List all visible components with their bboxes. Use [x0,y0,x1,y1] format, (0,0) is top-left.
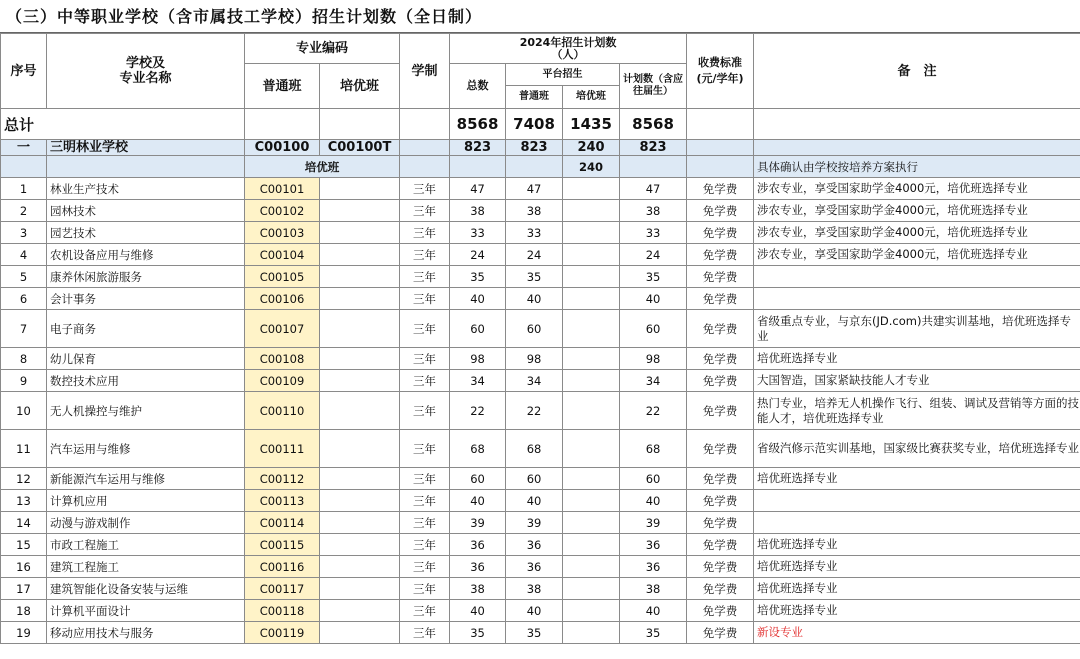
row-pei [563,490,620,512]
row-code-regular: C00102 [245,200,320,222]
row-years: 三年 [400,392,450,430]
enrollment-plan-table [0,33,1080,644]
row-years: 三年 [400,468,450,490]
table-row [1,556,1080,578]
row-fee: 免学费 [687,392,754,430]
row-total: 33 [450,222,506,244]
row-plan: 22 [620,392,687,430]
row-code-regular: C00101 [245,178,320,200]
row-pei [563,534,620,556]
row-total: 98 [450,348,506,370]
row-plan: 36 [620,534,687,556]
row-code-pei [320,556,400,578]
total-regular: 7408 [506,109,563,140]
total-row [1,109,1080,140]
table-row [1,370,1080,392]
row-major-name: 园林技术 [47,200,245,222]
row-code-pei [320,490,400,512]
row-pei [563,288,620,310]
row-plan: 38 [620,200,687,222]
row-note: 培优班选择专业 [754,348,1080,370]
row-seq: 6 [1,288,47,310]
row-pei [563,600,620,622]
row-major-name: 汽车运用与维修 [47,430,245,468]
row-seq: 7 [1,310,47,348]
row-regular: 68 [506,430,563,468]
row-years: 三年 [400,430,450,468]
row-regular: 22 [506,392,563,430]
row-fee: 免学费 [687,310,754,348]
row-pei [563,468,620,490]
total-plan: 8568 [620,109,687,140]
row-pei [563,310,620,348]
row-code-regular: C00106 [245,288,320,310]
header-platform: 平台招生 [506,64,620,86]
header-code-group: 专业编码 [245,34,400,64]
row-code-pei [320,534,400,556]
pei-class-note: 具体确认由学校按培养方案执行 [754,156,1080,178]
header-platform-regular: 普通班 [506,86,563,109]
row-plan: 40 [620,490,687,512]
row-code-pei [320,512,400,534]
row-regular: 35 [506,266,563,288]
row-years: 三年 [400,244,450,266]
row-years: 三年 [400,556,450,578]
row-total: 68 [450,430,506,468]
row-pei [563,348,620,370]
row-pei [563,370,620,392]
school-total: 823 [450,140,506,156]
row-pei [563,556,620,578]
row-plan: 47 [620,178,687,200]
table-row [1,288,1080,310]
row-plan: 40 [620,288,687,310]
row-code-regular: C00114 [245,512,320,534]
row-pei [563,222,620,244]
row-seq: 14 [1,512,47,534]
total-label: 总计 [1,109,245,140]
row-total: 60 [450,310,506,348]
row-note: 培优班选择专业 [754,578,1080,600]
row-seq: 5 [1,266,47,288]
row-code-pei [320,178,400,200]
row-years: 三年 [400,178,450,200]
row-total: 38 [450,200,506,222]
row-plan: 39 [620,512,687,534]
row-years: 三年 [400,512,450,534]
table-row [1,600,1080,622]
row-seq: 18 [1,600,47,622]
header-seq: 序号 [1,34,47,109]
row-code-pei [320,310,400,348]
pei-class-label: 培优班 [245,156,400,178]
header-plan-total: 总数 [450,64,506,109]
header-code-regular: 普通班 [245,64,320,109]
row-seq: 4 [1,244,47,266]
row-seq: 3 [1,222,47,244]
row-note: 培优班选择专业 [754,600,1080,622]
row-pei [563,622,620,644]
row-code-pei [320,266,400,288]
row-years: 三年 [400,266,450,288]
row-major-name: 康养休闲旅游服务 [47,266,245,288]
row-code-regular: C00119 [245,622,320,644]
row-fee: 免学费 [687,370,754,392]
table-row [1,310,1080,348]
row-note: 涉农专业，享受国家助学金4000元，培优班选择专业 [754,244,1080,266]
row-note: 热门专业，培养无人机操作飞行、组装、调试及营销等方面的技能人才，培优班选择专业 [754,392,1080,430]
row-regular: 40 [506,600,563,622]
row-code-regular: C00113 [245,490,320,512]
row-pei [563,578,620,600]
row-plan: 60 [620,468,687,490]
row-years: 三年 [400,222,450,244]
header-plan-incl: 计划数（含应往届生） [620,64,687,109]
row-pei [563,266,620,288]
row-code-regular: C00109 [245,370,320,392]
row-total: 24 [450,244,506,266]
header-plan: 2024年招生计划数 （人） [450,34,687,64]
row-fee: 免学费 [687,244,754,266]
row-plan: 36 [620,556,687,578]
row-code-pei [320,600,400,622]
row-code-pei [320,468,400,490]
row-total: 36 [450,534,506,556]
row-regular: 98 [506,348,563,370]
row-note: 培优班选择专业 [754,534,1080,556]
row-major-name: 电子商务 [47,310,245,348]
row-code-regular: C00116 [245,556,320,578]
row-fee: 免学费 [687,578,754,600]
table-row [1,490,1080,512]
row-note: 培优班选择专业 [754,468,1080,490]
row-fee: 免学费 [687,622,754,644]
row-code-regular: C00115 [245,534,320,556]
row-regular: 38 [506,200,563,222]
row-years: 三年 [400,578,450,600]
row-seq: 12 [1,468,47,490]
row-code-regular: C00103 [245,222,320,244]
row-plan: 35 [620,266,687,288]
row-regular: 36 [506,534,563,556]
school-row [1,140,1080,156]
row-seq: 19 [1,622,47,644]
table-row [1,534,1080,556]
row-seq: 10 [1,392,47,430]
table-row [1,348,1080,370]
pei-class-row [1,156,1080,178]
row-code-pei [320,288,400,310]
row-code-pei [320,348,400,370]
table-row [1,200,1080,222]
table-row [1,622,1080,644]
row-total: 39 [450,512,506,534]
table-row [1,178,1080,200]
row-note [754,288,1080,310]
table-row [1,468,1080,490]
row-note: 省级重点专业，与京东(JD.com)共建实训基地，培优班选择专业 [754,310,1080,348]
row-code-pei [320,430,400,468]
school-regular: 823 [506,140,563,156]
row-code-pei [320,370,400,392]
row-plan: 33 [620,222,687,244]
row-plan: 34 [620,370,687,392]
row-code-regular: C00112 [245,468,320,490]
row-plan: 68 [620,430,687,468]
row-fee: 免学费 [687,222,754,244]
row-code-regular: C00107 [245,310,320,348]
row-plan: 38 [620,578,687,600]
header-platform-pei: 培优班 [563,86,620,109]
header-fee: 收费标准 (元/学年) [687,34,754,109]
row-total: 22 [450,392,506,430]
row-major-name: 动漫与游戏制作 [47,512,245,534]
row-fee: 免学费 [687,534,754,556]
row-years: 三年 [400,288,450,310]
table-row [1,222,1080,244]
row-seq: 16 [1,556,47,578]
row-major-name: 会计事务 [47,288,245,310]
row-seq: 2 [1,200,47,222]
row-regular: 33 [506,222,563,244]
row-years: 三年 [400,622,450,644]
row-years: 三年 [400,600,450,622]
row-plan: 24 [620,244,687,266]
row-major-name: 计算机应用 [47,490,245,512]
row-note [754,512,1080,534]
header-remark: 备 注 [754,34,1080,109]
row-major-name: 市政工程施工 [47,534,245,556]
table-row [1,244,1080,266]
row-regular: 40 [506,490,563,512]
row-note: 大国智造，国家紧缺技能人才专业 [754,370,1080,392]
row-regular: 35 [506,622,563,644]
row-major-name: 移动应用技术与服务 [47,622,245,644]
school-name: 三明林业学校 [47,140,245,156]
row-total: 38 [450,578,506,600]
row-pei [563,244,620,266]
row-total: 47 [450,178,506,200]
row-total: 40 [450,600,506,622]
row-major-name: 计算机平面设计 [47,600,245,622]
row-major-name: 农机设备应用与维修 [47,244,245,266]
row-fee: 免学费 [687,288,754,310]
pei-class-count: 240 [563,156,620,178]
row-pei [563,430,620,468]
row-years: 三年 [400,348,450,370]
header-code-pei: 培优班 [320,64,400,109]
row-code-regular: C00111 [245,430,320,468]
row-years: 三年 [400,534,450,556]
row-seq: 8 [1,348,47,370]
row-code-pei [320,222,400,244]
row-fee: 免学费 [687,556,754,578]
row-code-pei [320,392,400,430]
row-plan: 60 [620,310,687,348]
row-major-name: 幼儿保育 [47,348,245,370]
row-note [754,490,1080,512]
total-pei: 1435 [563,109,620,140]
row-years: 三年 [400,490,450,512]
row-major-name: 新能源汽车运用与维修 [47,468,245,490]
school-pei: 240 [563,140,620,156]
total-total: 8568 [450,109,506,140]
row-fee: 免学费 [687,468,754,490]
row-note: 涉农专业，享受国家助学金4000元，培优班选择专业 [754,178,1080,200]
row-regular: 36 [506,556,563,578]
row-code-pei [320,244,400,266]
row-code-pei [320,200,400,222]
row-total: 35 [450,266,506,288]
row-fee: 免学费 [687,600,754,622]
row-code-regular: C00104 [245,244,320,266]
row-seq: 15 [1,534,47,556]
row-regular: 24 [506,244,563,266]
row-plan: 98 [620,348,687,370]
row-regular: 39 [506,512,563,534]
row-note: 涉农专业，享受国家助学金4000元，培优班选择专业 [754,222,1080,244]
row-code-regular: C00117 [245,578,320,600]
row-years: 三年 [400,310,450,348]
table-row [1,392,1080,430]
school-code-regular: C00100 [245,140,320,156]
page-title: （三）中等职业学校（含市属技工学校）招生计划数（全日制） [0,0,1080,33]
table-row [1,578,1080,600]
row-regular: 47 [506,178,563,200]
row-code-regular: C00118 [245,600,320,622]
row-pei [563,512,620,534]
row-major-name: 无人机操控与维护 [47,392,245,430]
row-total: 36 [450,556,506,578]
table-body [1,109,1080,644]
row-major-name: 园艺技术 [47,222,245,244]
row-regular: 40 [506,288,563,310]
row-note: 培优班选择专业 [754,556,1080,578]
row-pei [563,200,620,222]
row-note: 涉农专业，享受国家助学金4000元，培优班选择专业 [754,200,1080,222]
row-total: 40 [450,288,506,310]
row-total: 40 [450,490,506,512]
row-plan: 40 [620,600,687,622]
row-seq: 17 [1,578,47,600]
table-row [1,266,1080,288]
row-code-pei [320,622,400,644]
row-total: 34 [450,370,506,392]
school-plan: 823 [620,140,687,156]
row-note [754,266,1080,288]
row-major-name: 数控技术应用 [47,370,245,392]
row-seq: 1 [1,178,47,200]
header-years: 学制 [400,34,450,109]
table-row [1,430,1080,468]
row-fee: 免学费 [687,430,754,468]
row-fee: 免学费 [687,266,754,288]
row-fee: 免学费 [687,490,754,512]
row-regular: 60 [506,468,563,490]
row-fee: 免学费 [687,348,754,370]
row-regular: 60 [506,310,563,348]
row-fee: 免学费 [687,200,754,222]
school-seq: 一 [1,140,47,156]
row-total: 35 [450,622,506,644]
row-regular: 38 [506,578,563,600]
table-header [1,34,1080,109]
row-code-regular: C00108 [245,348,320,370]
row-fee: 免学费 [687,178,754,200]
row-fee: 免学费 [687,512,754,534]
row-code-regular: C00105 [245,266,320,288]
row-major-name: 建筑智能化设备安装与运维 [47,578,245,600]
row-seq: 13 [1,490,47,512]
row-code-regular: C00110 [245,392,320,430]
row-pei [563,178,620,200]
row-code-pei [320,578,400,600]
school-code-pei: C00100T [320,140,400,156]
row-note: 省级汽修示范实训基地，国家级比赛获奖专业，培优班选择专业 [754,430,1080,468]
row-major-name: 建筑工程施工 [47,556,245,578]
row-regular: 34 [506,370,563,392]
row-plan: 35 [620,622,687,644]
row-pei [563,392,620,430]
row-note: 新设专业 [754,622,1080,644]
header-school-name: 学校及 专业名称 [47,34,245,109]
row-years: 三年 [400,370,450,392]
table-row [1,512,1080,534]
row-years: 三年 [400,200,450,222]
row-seq: 9 [1,370,47,392]
row-total: 60 [450,468,506,490]
row-major-name: 林业生产技术 [47,178,245,200]
row-seq: 11 [1,430,47,468]
